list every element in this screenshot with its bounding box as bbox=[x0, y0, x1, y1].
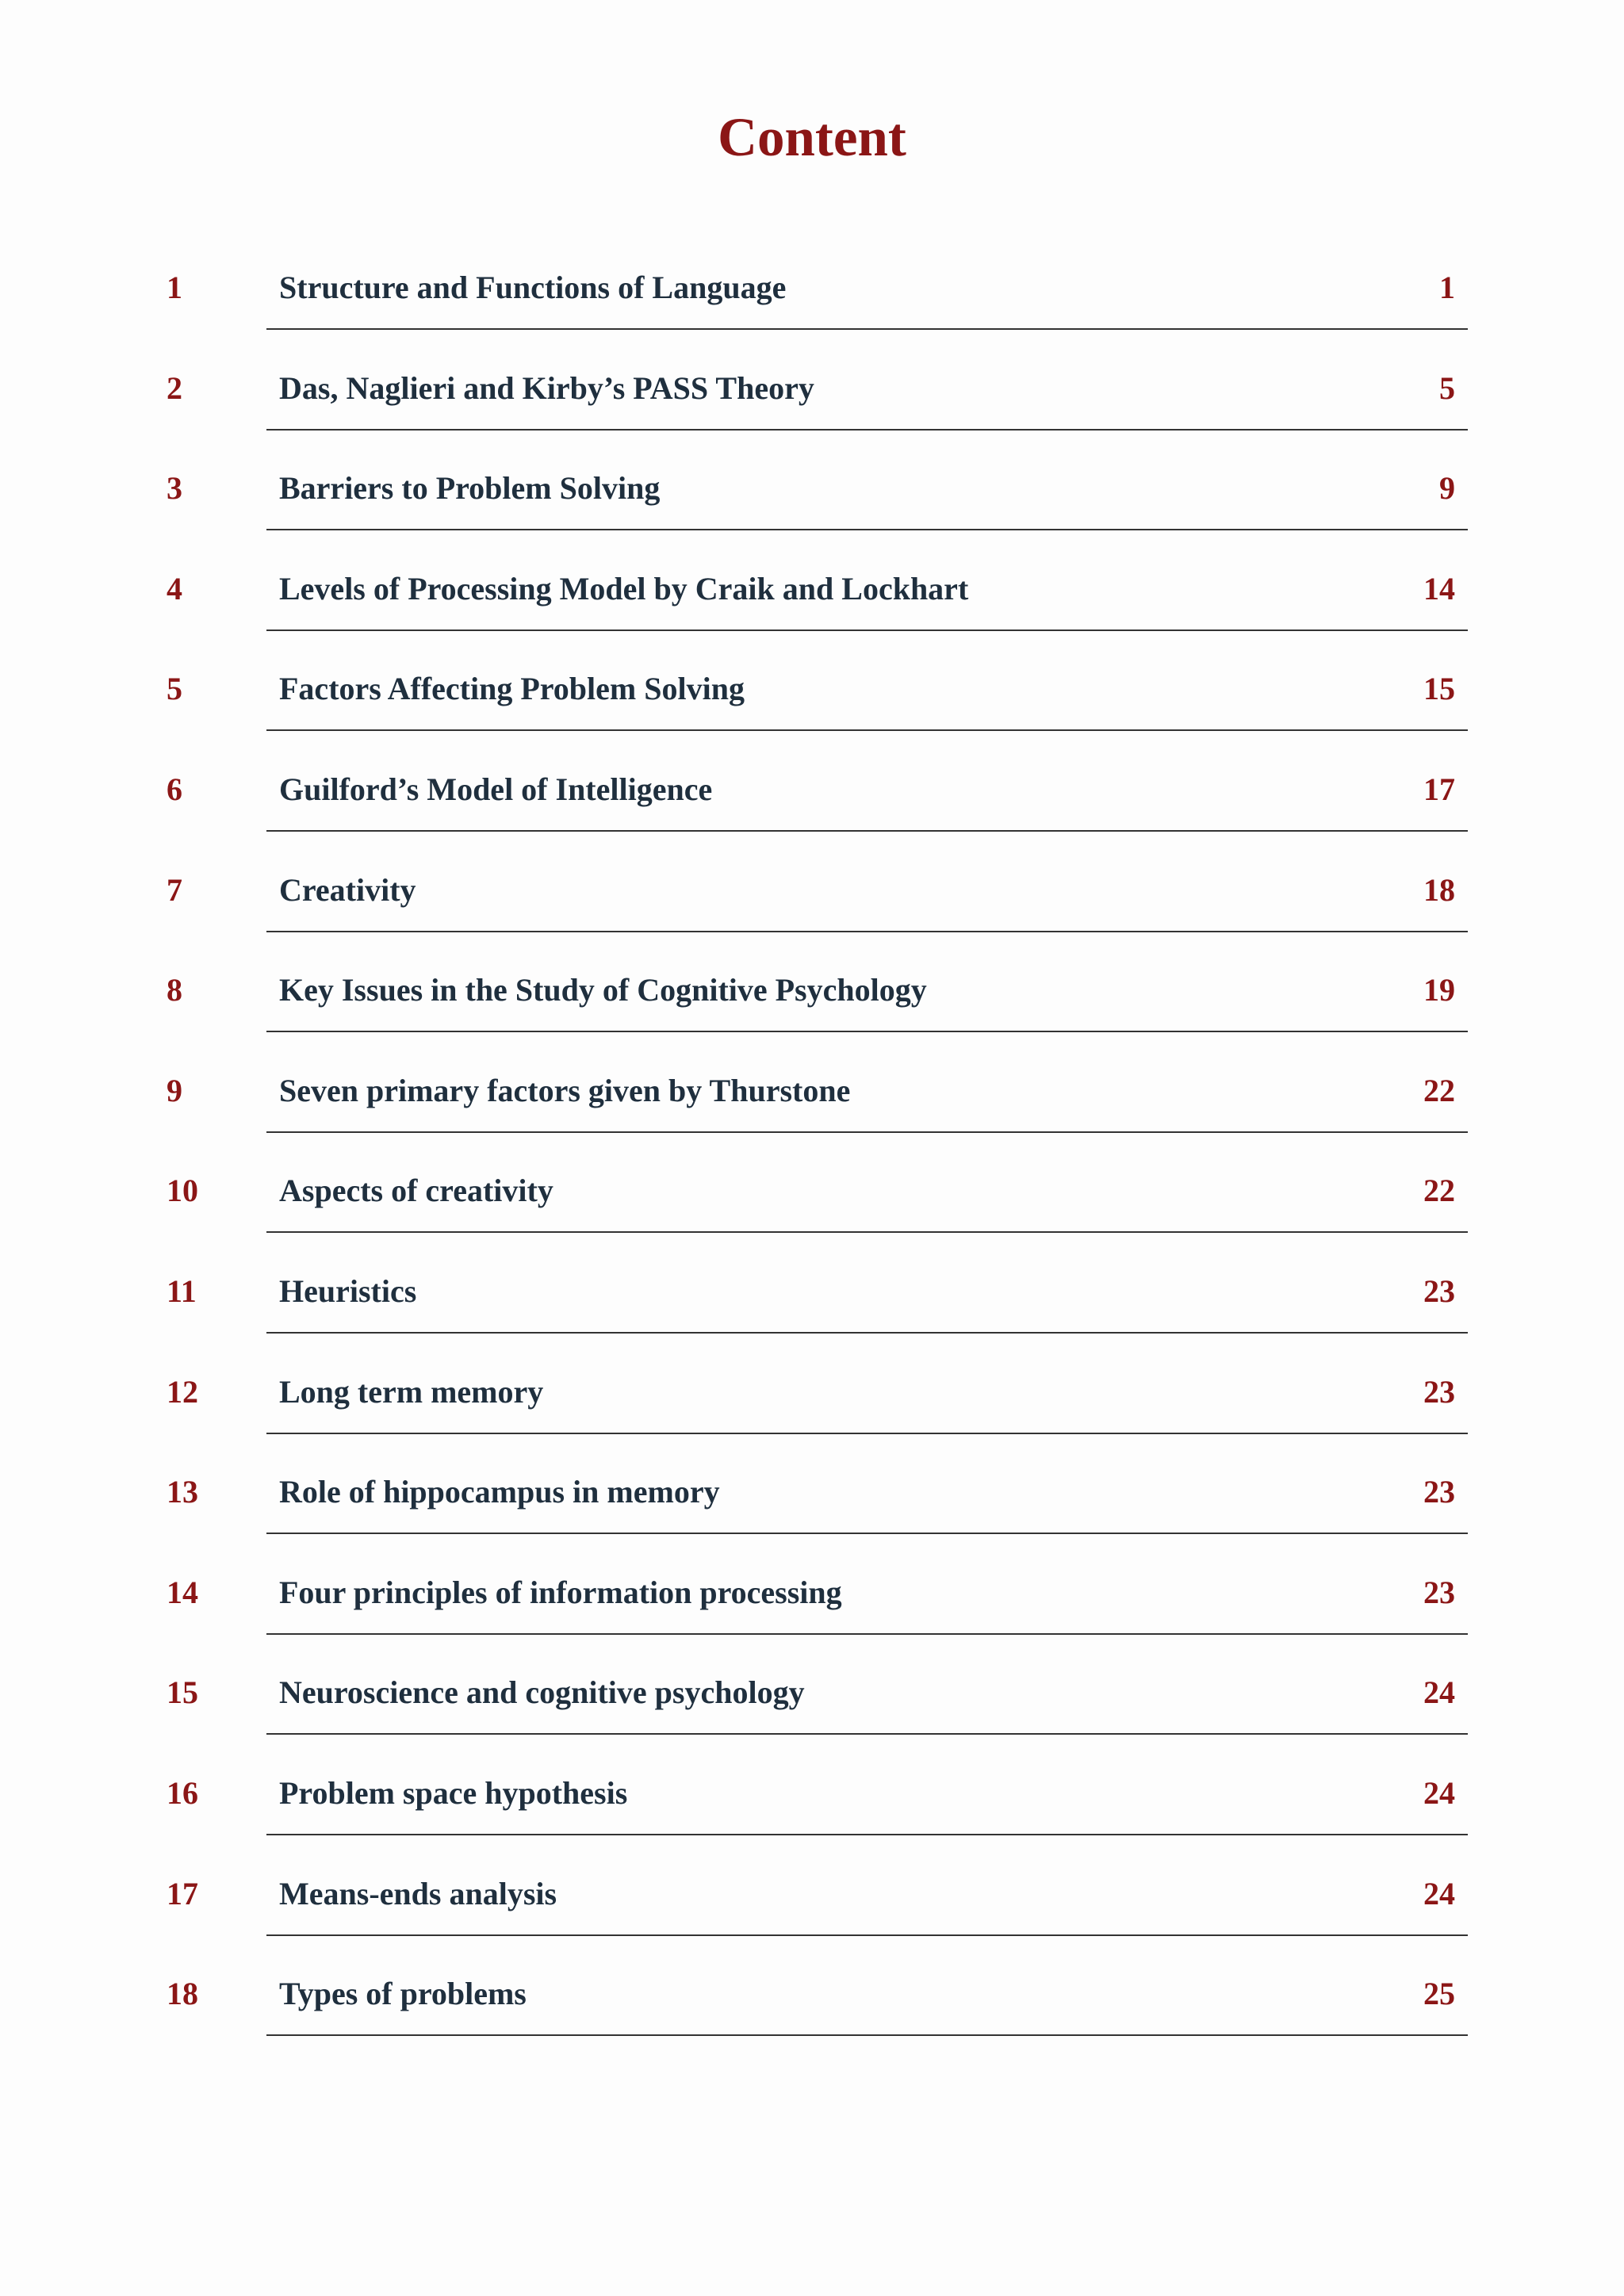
toc-divider bbox=[266, 1131, 1468, 1133]
toc-entry[interactable] bbox=[0, 1254, 1624, 1355]
toc-entry-number: 10 bbox=[167, 1173, 198, 1209]
toc-entry-number: 4 bbox=[167, 570, 182, 607]
toc-entry[interactable] bbox=[0, 1655, 1624, 1756]
toc-entry-page-number: 19 bbox=[1423, 972, 1455, 1008]
toc-entry-number: 12 bbox=[167, 1373, 198, 1410]
toc-entry-title[interactable]: Levels of Processing Model by Craik and Lockhart bbox=[279, 570, 969, 607]
toc-entry[interactable] bbox=[0, 1957, 1624, 2057]
toc-divider bbox=[266, 1834, 1468, 1835]
toc-entry[interactable] bbox=[0, 652, 1624, 752]
toc-entry-title[interactable]: Four principles of information processing bbox=[279, 1574, 842, 1610]
toc-divider bbox=[266, 1733, 1468, 1735]
toc-entry-number: 16 bbox=[167, 1774, 198, 1811]
toc-entry-page-number: 14 bbox=[1423, 570, 1455, 607]
toc-entry[interactable] bbox=[0, 1857, 1624, 1957]
toc-divider bbox=[266, 1533, 1468, 1534]
toc-entry-page-number: 24 bbox=[1423, 1774, 1455, 1811]
toc-entry-number: 11 bbox=[167, 1272, 197, 1309]
toc-entry-number: 17 bbox=[167, 1875, 198, 1911]
toc-entry-page-number: 24 bbox=[1423, 1674, 1455, 1711]
toc-entry-number: 9 bbox=[167, 1072, 182, 1108]
toc-entry-page-number: 22 bbox=[1423, 1072, 1455, 1108]
toc-divider bbox=[266, 629, 1468, 631]
toc-entry-page-number: 9 bbox=[1439, 470, 1455, 507]
toc-divider bbox=[266, 2034, 1468, 2036]
toc-entry-page-number: 24 bbox=[1423, 1875, 1455, 1911]
toc-entry[interactable] bbox=[0, 1054, 1624, 1154]
toc-entry[interactable] bbox=[0, 351, 1624, 452]
toc-entry-number: 2 bbox=[167, 369, 182, 406]
toc-entry-title[interactable]: Barriers to Problem Solving bbox=[279, 470, 661, 507]
toc-entry-title[interactable]: Role of hippocampus in memory bbox=[279, 1474, 720, 1510]
toc-divider bbox=[266, 1433, 1468, 1434]
toc-entry-title[interactable]: Das, Naglieri and Kirby’s PASS Theory bbox=[279, 369, 814, 406]
toc-entry-page-number: 23 bbox=[1423, 1474, 1455, 1510]
toc-entry-title[interactable]: Key Issues in the Study of Cognitive Psychology bbox=[279, 972, 927, 1008]
toc-entry-page-number: 23 bbox=[1423, 1373, 1455, 1410]
page-title: Content bbox=[718, 107, 906, 167]
toc-entry-title[interactable]: Creativity bbox=[279, 871, 416, 908]
toc-entry[interactable] bbox=[0, 752, 1624, 853]
toc-entry-number: 1 bbox=[167, 270, 182, 305]
toc-entry[interactable] bbox=[0, 451, 1624, 552]
toc-entry[interactable] bbox=[0, 1756, 1624, 1857]
toc-entry-number: 13 bbox=[167, 1474, 198, 1510]
toc-divider bbox=[266, 729, 1468, 731]
toc-entry-title[interactable]: Types of problems bbox=[279, 1976, 527, 2012]
toc-entry-title[interactable]: Means-ends analysis bbox=[279, 1875, 557, 1911]
toc-entry-number: 5 bbox=[167, 671, 182, 707]
toc-entry[interactable] bbox=[0, 1556, 1624, 1656]
toc-entry-title[interactable]: Seven primary factors given by Thurstone bbox=[279, 1072, 851, 1108]
toc-entry-number: 7 bbox=[167, 871, 182, 908]
toc-entry-page-number: 1 bbox=[1439, 270, 1455, 305]
toc-divider bbox=[266, 429, 1468, 430]
toc-divider bbox=[266, 529, 1468, 530]
toc-entry-page-number: 22 bbox=[1423, 1173, 1455, 1209]
toc-entry-page-number: 15 bbox=[1423, 671, 1455, 707]
toc-entry-title[interactable]: Long term memory bbox=[279, 1373, 544, 1410]
toc-entry-number: 18 bbox=[167, 1976, 198, 2012]
toc-entry-title[interactable]: Aspects of creativity bbox=[279, 1173, 553, 1209]
table-of-contents bbox=[0, 251, 1624, 2057]
toc-entry[interactable] bbox=[0, 251, 1624, 351]
toc-divider bbox=[266, 1633, 1468, 1635]
toc-divider bbox=[266, 1031, 1468, 1032]
toc-divider bbox=[266, 1332, 1468, 1334]
toc-entry[interactable] bbox=[0, 552, 1624, 652]
toc-entry-page-number: 23 bbox=[1423, 1574, 1455, 1610]
toc-divider bbox=[266, 931, 1468, 932]
toc-divider bbox=[266, 830, 1468, 832]
toc-entry[interactable] bbox=[0, 853, 1624, 954]
toc-entry-page-number: 17 bbox=[1423, 771, 1455, 807]
toc-entry-number: 14 bbox=[167, 1574, 198, 1610]
toc-entry-title[interactable]: Problem space hypothesis bbox=[279, 1774, 628, 1811]
toc-entry-number: 6 bbox=[167, 771, 182, 807]
toc-entry[interactable] bbox=[0, 1355, 1624, 1456]
toc-entry-number: 8 bbox=[167, 972, 182, 1008]
toc-entry-page-number: 5 bbox=[1439, 369, 1455, 406]
toc-entry[interactable] bbox=[0, 953, 1624, 1054]
toc-entry[interactable] bbox=[0, 1154, 1624, 1254]
toc-entry[interactable] bbox=[0, 1455, 1624, 1556]
toc-entry-page-number: 18 bbox=[1423, 871, 1455, 908]
toc-entry-page-number: 23 bbox=[1423, 1272, 1455, 1309]
toc-divider bbox=[266, 1231, 1468, 1233]
toc-entry-number: 3 bbox=[167, 470, 182, 507]
toc-entry-page-number: 25 bbox=[1423, 1976, 1455, 2012]
toc-entry-title[interactable]: Neuroscience and cognitive psychology bbox=[279, 1674, 805, 1711]
toc-entry-title[interactable]: Heuristics bbox=[279, 1272, 417, 1309]
toc-entry-title[interactable]: Structure and Functions of Language bbox=[279, 270, 787, 305]
toc-entry-title[interactable]: Guilford’s Model of Intelligence bbox=[279, 771, 713, 807]
toc-divider bbox=[266, 1934, 1468, 1936]
toc-entry-number: 15 bbox=[167, 1674, 198, 1711]
toc-entry-title[interactable]: Factors Affecting Problem Solving bbox=[279, 671, 745, 707]
toc-divider bbox=[266, 328, 1468, 330]
